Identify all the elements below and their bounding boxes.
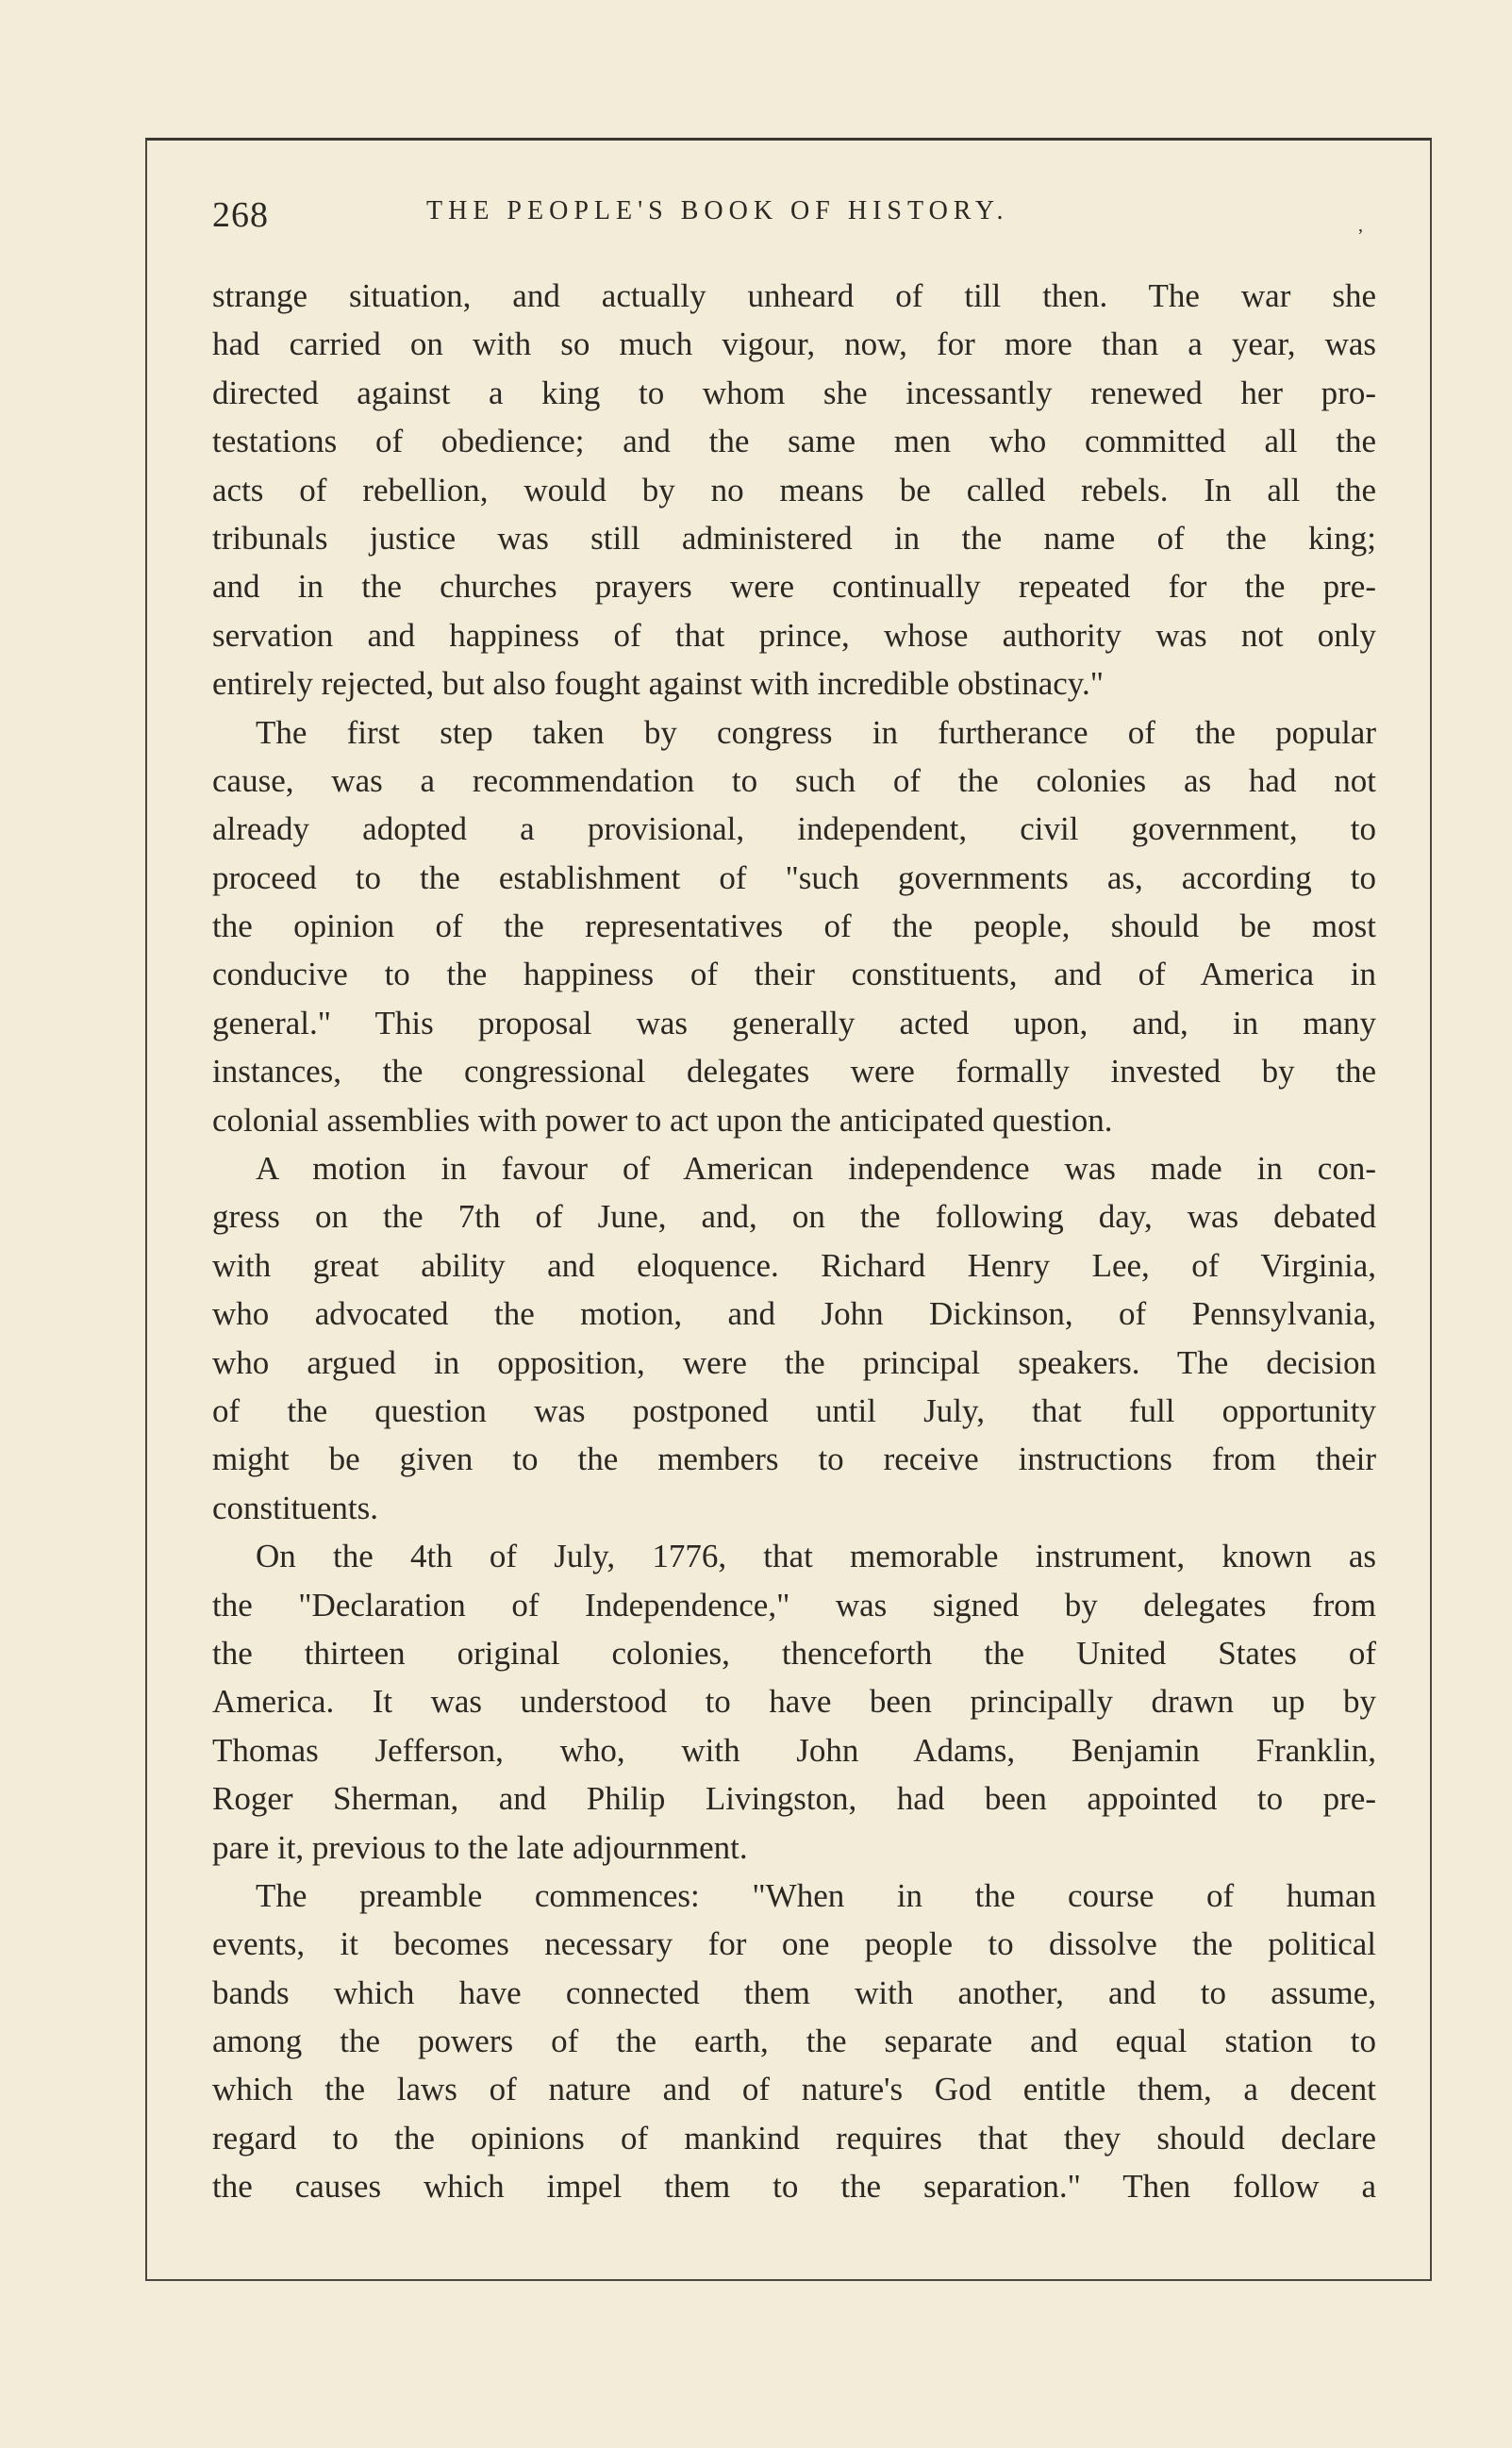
running-title: THE PEOPLE'S BOOK OF HISTORY.: [426, 196, 1009, 225]
text-line: already adopted a provisional, independent, civil government, to: [212, 810, 1376, 848]
text-line: acts of rebellion, would by no means be called rebels. In all the: [212, 471, 1376, 508]
text-line: Roger Sherman, and Philip Livingston, had been appointed to pre-: [212, 1780, 1376, 1818]
text-line: cause, was a recommendation to such of the colonies as had not: [212, 761, 1376, 799]
text-line: and in the churches prayers were continually repeated for the pre-: [212, 568, 1376, 606]
text-line: pare it, previous to the late adjournment.: [212, 1828, 748, 1866]
text-line: which the laws of nature and of nature's God entitle them, a decent: [212, 2071, 1376, 2108]
text-line: among the powers of the earth, the separate and equal station to: [212, 2023, 1376, 2060]
text-line: constituents.: [212, 1489, 378, 1526]
text-line: The preamble commences: "When in the course of human: [256, 1876, 1376, 1914]
text-line: the causes which impel them to the separation." Then follow a: [212, 2168, 1376, 2206]
text-line: tribunals justice was still administered in the name of the king;: [212, 519, 1376, 557]
text-line: general." This proposal was generally acted upon, and, in many: [212, 1004, 1376, 1041]
text-line: who advocated the motion, and John Dickinson, of Pennsylvania,: [212, 1295, 1376, 1333]
text-line: the thirteen original colonies, thenceforth the United States of: [212, 1634, 1376, 1672]
text-line: America. It was understood to have been principally drawn up by: [212, 1683, 1376, 1721]
text-line: regard to the opinions of mankind requires that they should declare: [212, 2119, 1376, 2157]
page-number: 268: [212, 195, 269, 235]
text-line: testations of obedience; and the same men who committed all the: [212, 423, 1376, 460]
text-line: might be given to the members to receive instructions from their: [212, 1440, 1376, 1478]
text-line: colonial assemblies with power to act upon the anticipated question.: [212, 1101, 1113, 1139]
stray-mark: ,: [1358, 215, 1363, 236]
text-line: gress on the 7th of June, and, on the following day, was debated: [212, 1198, 1376, 1236]
text-line: events, it becomes necessary for one people to dissolve the political: [212, 1925, 1376, 1963]
text-line: servation and happiness of that prince, whose authority was not only: [212, 616, 1376, 654]
text-line: A motion in favour of American independence was made in con-: [256, 1150, 1376, 1188]
text-line: Thomas Jefferson, who, with John Adams, Benjamin Franklin,: [212, 1731, 1376, 1769]
text-line: of the question was postponed until July, that full opportunity: [212, 1391, 1376, 1429]
text-line: entirely rejected, but also fought against with incredible obstinacy.": [212, 665, 1105, 703]
text-line: On the 4th of July, 1776, that memorable instrument, known as: [256, 1538, 1376, 1575]
text-line: strange situation, and actually unheard of till then. The war she: [212, 277, 1376, 314]
text-line: directed against a king to whom she incessantly renewed her pro-: [212, 374, 1376, 411]
text-line: the "Declaration of Independence," was signed by delegates from: [212, 1586, 1376, 1624]
text-line: proceed to the establishment of "such governments as, according to: [212, 858, 1376, 896]
text-line: had carried on with so much vigour, now, for more than a year, was: [212, 325, 1376, 363]
text-line: with great ability and eloquence. Richard Henry Lee, of Virginia,: [212, 1246, 1376, 1284]
text-line: bands which have connected them with another, and to assume,: [212, 1973, 1376, 2011]
body-text: [212, 272, 1376, 2211]
text-line: the opinion of the representatives of the people, should be most: [212, 908, 1376, 945]
text-line: The first step taken by congress in furtherance of the popular: [256, 713, 1376, 751]
text-line: instances, the congressional delegates were formally invested by the: [212, 1053, 1376, 1091]
text-line: conducive to the happiness of their constituents, and of America in: [212, 956, 1376, 993]
text-line: who argued in opposition, were the principal speakers. The decision: [212, 1343, 1376, 1381]
